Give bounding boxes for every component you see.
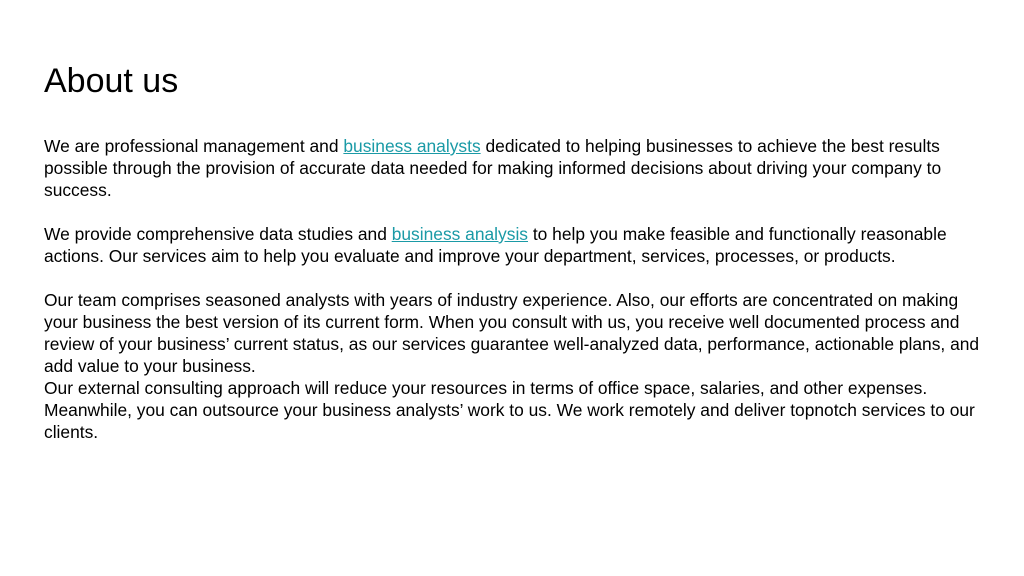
consulting-paragraph: Our external consulting approach will reduce your resources in terms of office space, salaries, and other expenses. Meanwhile, you can outsource your business analysts’ work to us. We work remotely and deliver topnotch services to our clients. xyxy=(44,378,975,442)
intro-paragraph xyxy=(44,135,994,201)
about-us-slide xyxy=(44,58,994,443)
business-analysis-link[interactable]: business analysis xyxy=(391,224,529,244)
page-title: About us xyxy=(44,62,179,100)
intro-text-before: We are professional management and xyxy=(44,136,344,156)
intro-text-after: dedicated to helping businesses to achieve the best results possible through the provision of accurate data needed for making informed decisions about driving your company to success. xyxy=(44,136,942,200)
business-analysts-link[interactable]: business analysts xyxy=(343,136,481,156)
services-paragraph xyxy=(44,223,994,267)
team-paragraph: Our team comprises seasoned analysts with years of industry experience. Also, our efforts are concentrated on making your business the best version of its current form. When you consult with us, you receive well documented process and review of your business’ current status, as our services guarantee well-analyzed data, performance, actionable plans, and add value to your business. xyxy=(44,290,980,376)
services-text-before: We provide comprehensive data studies and xyxy=(44,224,392,244)
services-text-after: to help you make feasible and functionally reasonable actions. Our services aim to help you evaluate and improve your department, services, processes, or products. xyxy=(44,224,947,266)
